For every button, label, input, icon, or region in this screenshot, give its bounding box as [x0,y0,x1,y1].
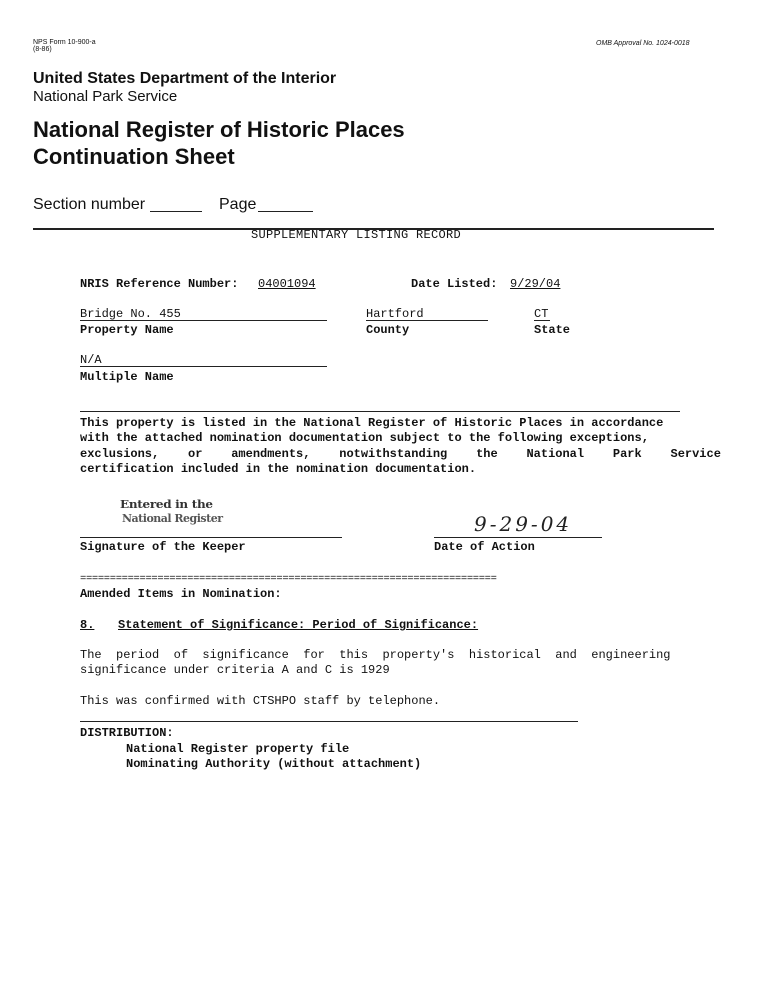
section-number-label: Section number [33,196,146,213]
stamp-line-1: Entered in the [120,497,213,511]
stamp-line-2: National Register [122,512,223,525]
action-date-line [434,537,602,538]
record-heading: SUPPLEMENTARY LISTING RECORD [251,228,462,242]
form-date: (8-86) [33,46,52,53]
form-subtitle: Continuation Sheet [33,144,235,169]
state-label: State [534,323,571,337]
property-name-line [80,320,327,321]
amended-item-title: Statement of Significance: Period of Significance: [118,618,479,632]
significance-line-2: significance under criteria A and C is 1929 [80,663,390,677]
county-label: County [366,323,410,337]
statement-rule [80,411,680,412]
multiple-name-value: N/A [80,353,102,367]
page-label: Page [219,196,257,213]
state-line [534,320,550,321]
form-number: NPS Form 10-900-a [33,39,96,46]
agency-name: National Park Service [33,88,178,105]
county-value: Hartford [366,307,424,321]
statement-line-4: certification included in the nomination documentation. [80,462,477,476]
entered-register-stamp [120,497,240,529]
amended-items-heading: Amended Items in Nomination: [80,587,282,601]
county-line [366,320,488,321]
distribution-item-1: National Register property file [126,742,350,756]
amended-item-number: 8. [80,618,95,632]
state-value: CT [534,307,549,321]
section-number-blank [150,211,202,212]
keeper-label: Signature of the Keeper [80,540,246,554]
distribution-item-2: Nominating Authority (without attachment) [126,757,422,771]
distribution-rule [80,721,578,722]
department-name: United States Department of the Interior [33,70,337,87]
date-listed-value: 9/29/04 [510,277,561,291]
statement-line-2: with the attached nomination documentation subject to the following exceptions, [80,431,649,445]
action-date-label: Date of Action [434,540,535,554]
date-listed-label: Date Listed: [411,277,498,291]
property-name-label: Property Name [80,323,174,337]
distribution-heading: DISTRIBUTION: [80,726,174,740]
property-name-value: Bridge No. 455 [80,307,181,321]
nris-label: NRIS Reference Number: [80,277,239,291]
multiple-name-line [80,366,327,367]
multiple-name-label: Multiple Name [80,370,174,384]
page-blank [258,211,313,212]
confirmation-note: This was confirmed with CTSHPO staff by telephone. [80,694,441,708]
separator-line: ====================================================================== [80,573,497,585]
omb-approval: OMB Approval No. 1024-0018 [596,40,690,47]
statement-line-3: exclusions, or amendments, notwithstanding the National Park Service [80,447,721,461]
statement-line-1: This property is listed in the National Register of Historic Places in accordance [80,416,664,430]
significance-line-1: The period of significance for this property's historical and engineering [80,648,671,662]
keeper-signature-line [80,537,342,538]
nris-value: 04001094 [258,277,316,291]
action-date-handwritten: 9-29-04 [474,512,573,536]
form-title: National Register of Historic Places [33,117,405,142]
